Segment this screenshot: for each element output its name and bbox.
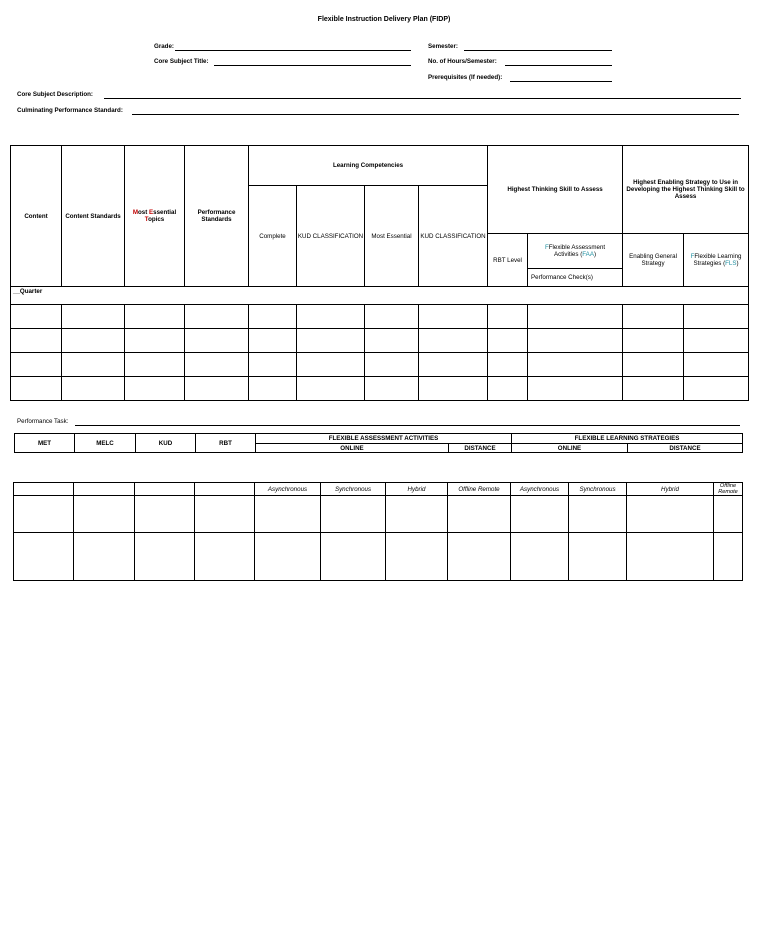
semester-field[interactable] (464, 50, 612, 51)
table-row (11, 329, 749, 353)
semester-label: Semester: (428, 43, 458, 50)
table-row (11, 305, 749, 329)
performance-checks-header: Performance Check(s) (531, 274, 593, 281)
rbt-header: RBT (196, 434, 256, 453)
faa-synchronous-header: Synchronous (321, 483, 386, 496)
met-header: MET (15, 434, 75, 453)
kud-header: KUD (136, 434, 196, 453)
fls-header: FFlexible Learning Strategies (FLS) (684, 234, 749, 287)
faa-distance-header: DISTANCE (449, 444, 512, 453)
core-subject-description-field[interactable] (104, 98, 741, 99)
table-row (14, 496, 743, 533)
content-header: Content (11, 146, 62, 287)
fls-distance-header: DISTANCE (628, 444, 743, 453)
fls-hybrid-header: Hybrid (627, 483, 714, 496)
highest-thinking-header: Highest Thinking Skill to Assess (488, 146, 623, 234)
faa-cell: FFlexible Assessment Activities (FAA) Performance Check(s) (528, 234, 623, 287)
kud-classification-header: KUD CLASSIFICATION (297, 186, 365, 287)
fls-offline-remote-header: Offline Remote (714, 483, 743, 496)
fls-online-header: ONLINE (512, 444, 628, 453)
rbt-level-header: RBT Level (488, 234, 528, 287)
performance-standards-header: Performance Standards (185, 146, 249, 287)
core-subject-description-label: Core Subject Description: (17, 91, 93, 98)
page-title: Flexible Instruction Delivery Plan (FIDP) (317, 16, 451, 23)
fidp-main-table (10, 145, 749, 401)
fls-synchronous-header: Synchronous (569, 483, 627, 496)
highest-enabling-header: Highest Enabling Strategy to Use in Developing the Highest Thinking Skill to Assess (623, 146, 749, 234)
faa-group-header: FLEXIBLE ASSESSMENT ACTIVITIES (256, 434, 512, 444)
table-row (11, 353, 749, 377)
melc-header: MELC (75, 434, 136, 453)
faa-online-header: ONLINE (256, 444, 449, 453)
faa-hybrid-header: Hybrid (386, 483, 448, 496)
faa-asynchronous-header: Asynchronous (255, 483, 321, 496)
table-row (14, 533, 743, 581)
performance-task-field[interactable] (75, 425, 740, 426)
prerequisites-label: Prerequisites (If needed): (428, 74, 503, 81)
complete-header: Complete (249, 186, 297, 287)
prerequisites-field[interactable] (510, 81, 612, 82)
bottom-header-table (14, 433, 743, 453)
most-essential-topics-header: Most Essential Topics (125, 146, 185, 287)
culminating-standard-label: Culminating Performance Standard: (17, 107, 123, 114)
kud-classification-header-2: KUD CLASSIFICATION (419, 186, 488, 287)
faa-offline-remote-header: Offline Remote (448, 483, 511, 496)
table-row (11, 377, 749, 401)
fls-asynchronous-header: Asynchronous (511, 483, 569, 496)
enabling-general-header: Enabling General Strategy (623, 234, 684, 287)
hours-field[interactable] (505, 65, 612, 66)
most-essential-header: Most Essential (365, 186, 419, 287)
content-standards-header: Content Standards (62, 146, 125, 287)
quarter-row[interactable]: __Quarter (11, 287, 749, 305)
grade-label: Grade: (154, 43, 174, 50)
hours-label: No. of Hours/Semester: (428, 58, 497, 65)
learning-competencies-header: Learning Competencies (249, 146, 488, 186)
grade-field[interactable] (175, 50, 411, 51)
fls-group-header: FLEXIBLE LEARNING STRATEGIES (512, 434, 743, 444)
performance-task-label: Performance Task: (17, 418, 69, 425)
bottom-entry-table (13, 482, 743, 581)
core-subject-title-field[interactable] (214, 65, 411, 66)
culminating-standard-field[interactable] (132, 114, 739, 115)
core-subject-title-label: Core Subject Title: (154, 58, 209, 65)
